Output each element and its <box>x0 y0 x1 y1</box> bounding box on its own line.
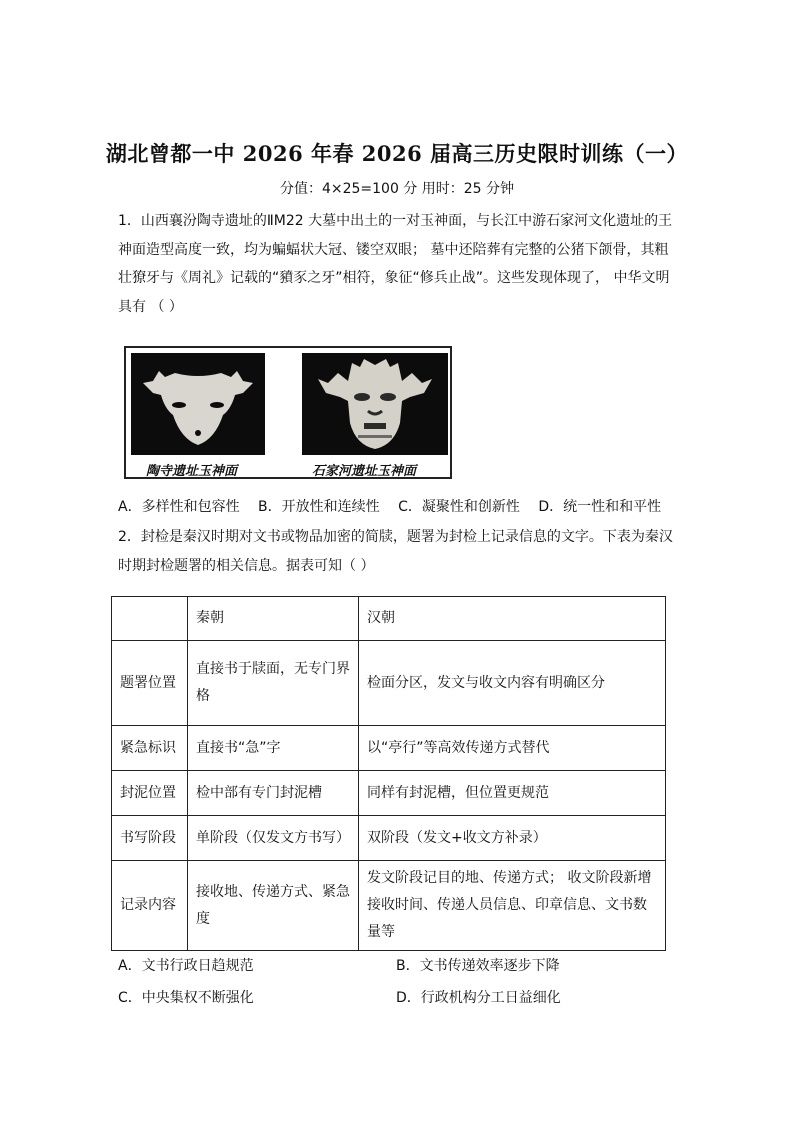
q1-option-b[interactable]: B．开放性和连续性 <box>258 499 380 515</box>
q2-option-b[interactable]: B．文书传递效率逐步下降 <box>396 958 560 974</box>
table-row <box>112 771 666 816</box>
qin-han-seal-table <box>111 596 666 951</box>
table-row <box>112 816 666 861</box>
table-cell: 双阶段（发文+收文方补录） <box>359 816 666 861</box>
table-header-cell <box>112 597 188 641</box>
q2-option-a[interactable]: A．文书行政日趋规范 <box>118 958 254 974</box>
table-header-cell: 秦朝 <box>188 597 359 641</box>
q1-option-c[interactable]: C．凝聚性和创新性 <box>398 499 520 515</box>
table-row <box>112 861 666 951</box>
table-cell: 书写阶段 <box>112 816 188 861</box>
table-row <box>112 726 666 771</box>
table-cell: 直接书“急”字 <box>188 726 359 771</box>
table-header-cell: 汉朝 <box>359 597 666 641</box>
table-cell: 封泥位置 <box>112 771 188 816</box>
table-cell: 接收地、传递方式、紧急度 <box>188 861 359 951</box>
q2-option-d[interactable]: D．行政机构分工日益细化 <box>396 990 561 1006</box>
page-title: 湖北曾都一中 2026 年春 2026 届高三历史限时训练（一） <box>105 141 689 166</box>
jade-mask-figure <box>124 346 452 479</box>
table-cell: 紧急标识 <box>112 726 188 771</box>
table-cell: 同样有封泥槽，但位置更规范 <box>359 771 666 816</box>
table-cell: 检中部有专门封泥槽 <box>188 771 359 816</box>
score-time-info: 分值：4×25=100 分 用时：25 分钟 <box>279 181 515 197</box>
table-cell: 题署位置 <box>112 641 188 726</box>
table-cell: 检面分区，发文与收文内容有明确区分 <box>359 641 666 726</box>
question-1-options <box>118 496 675 516</box>
q1-option-a[interactable]: A．多样性和包容性 <box>118 499 240 515</box>
q1-option-d[interactable]: D．统一性和和平性 <box>538 499 662 515</box>
figure-caption-shijiahe: 石家河遗址玉神面 <box>312 464 417 479</box>
question-2-stem: 2．封检是秦汉时期对文书或物品加密的简牍，题署为封检上记录信息的文字。下表为秦汉时期封检题署的相关信息。据表可知（ ） <box>118 529 673 574</box>
q2-option-c[interactable]: C．中央集权不断强化 <box>118 990 254 1006</box>
figure-caption-taosi: 陶寺遗址玉神面 <box>146 464 238 479</box>
table-row <box>112 641 666 726</box>
question-1-stem: 1．山西襄汾陶寺遗址的ⅡM22 大墓中出土的一对玉神面，与长江中游石家河文化遗址的王神面造型高度一致，均为蝙蝠状大冠、镂空双眼； 墓中还陪葬有完整的公猪下颌骨，其粗壮獠牙与《周礼》记载的“豶豕之牙”相符，象征“修兵止战”。这些发现体现了， 中华文明具有 （ ） <box>118 213 673 315</box>
table-cell: 单阶段（仅发文方书写） <box>188 816 359 861</box>
table-cell: 记录内容 <box>112 861 188 951</box>
taosi-jade-mask-image <box>131 353 265 455</box>
table-cell: 以“亭行”等高效传递方式替代 <box>359 726 666 771</box>
table-cell: 发文阶段记目的地、传递方式； 收文阶段新增接收时间、传递人员信息、印章信息、文书数量等 <box>359 861 666 951</box>
shijiahe-jade-mask-image <box>302 353 448 455</box>
table-cell: 直接书于牍面，无专门界格 <box>188 641 359 726</box>
table-header-row <box>112 597 666 641</box>
